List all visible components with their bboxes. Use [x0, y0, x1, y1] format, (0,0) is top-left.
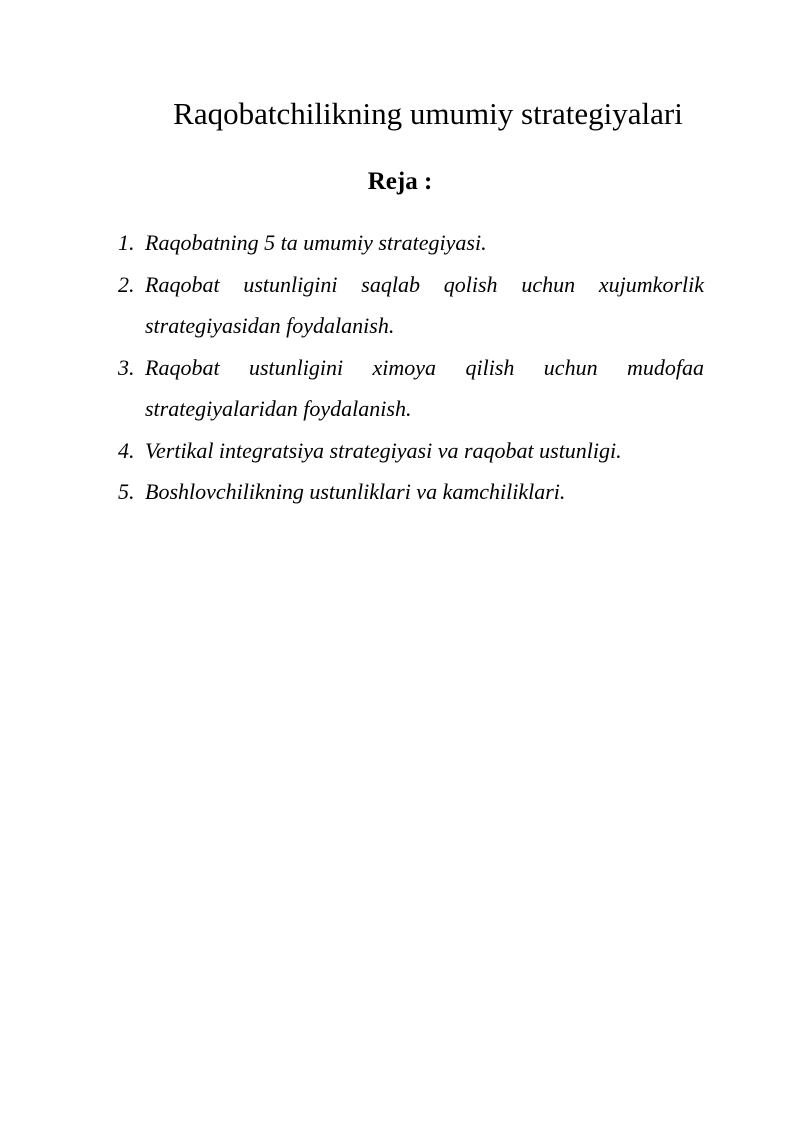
- plan-item-number: 5.: [118, 479, 135, 504]
- plan-item-3: [118, 347, 704, 430]
- plan-list: [118, 222, 704, 513]
- document-title: Raqobatchilikning umumiy strategiyalari: [173, 96, 683, 131]
- plan-item-text: Raqobatning 5 ta umumiy strategiyasi.: [145, 230, 487, 255]
- plan-item-number: 4.: [118, 437, 135, 463]
- plan-heading: Reja :: [367, 168, 433, 195]
- plan-item-number: 2.: [118, 271, 135, 297]
- plan-item-text: Raqobat ustunligini ximoya qilish uchun mudofaa strategiyalaridan foydalanish.: [145, 354, 704, 421]
- plan-item-5: [118, 471, 704, 513]
- plan-item-number: 1.: [118, 230, 135, 255]
- plan-item-text: Vertikal integratsiya strategiyasi va raqobat ustunligi.: [145, 437, 622, 463]
- plan-item-text: Raqobat ustunligini saqlab qolish uchun xujumkorlik strategiyasidan foydalanish.: [145, 271, 704, 338]
- plan-item-text: Boshlovchilikning ustunliklari va kamchiliklari.: [145, 479, 566, 504]
- plan-item-number: 3.: [118, 354, 135, 380]
- plan-item-4: [118, 430, 704, 472]
- plan-item-1: [118, 222, 704, 264]
- plan-item-2: [118, 264, 704, 347]
